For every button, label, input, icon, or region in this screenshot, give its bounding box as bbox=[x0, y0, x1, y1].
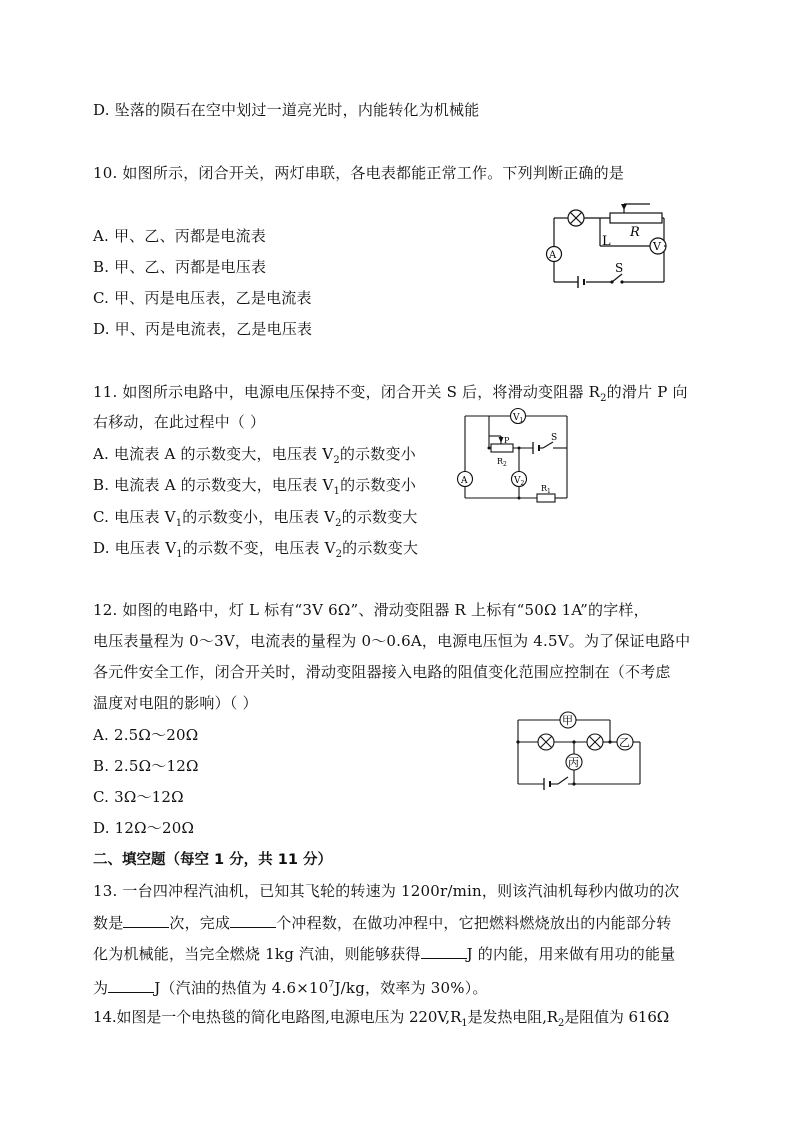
q12-circuit-figure bbox=[510, 706, 646, 792]
q11-fig-v1-label: $V_1$ bbox=[513, 413, 524, 424]
q12-fig-yi-label: 乙 bbox=[619, 736, 630, 749]
q13-blank-2[interactable] bbox=[230, 913, 276, 928]
q11-fig-switch-label: S bbox=[551, 433, 558, 443]
q12-option-b: B. 2.5Ω～12Ω bbox=[93, 757, 199, 775]
q11-fig-v2-label: $V_2$ bbox=[514, 476, 525, 487]
q13-blank-3[interactable] bbox=[421, 944, 467, 959]
q12-stem-line3: 各元件安全工作，闭合开关时，滑动变阻器接入电路的阻值变化范围应控制在（不考虑 bbox=[93, 663, 671, 681]
q11-option-a: A. 电流表 A 的示数变大，电压表 $V_2$的示数变小 bbox=[93, 445, 416, 466]
q12-stem-line4: 温度对电阻的影响）（ ） bbox=[93, 694, 258, 712]
q12-fig-jia-label: 甲 bbox=[562, 714, 573, 727]
q11-fig-ammeter-label: A bbox=[461, 476, 468, 486]
q11-option-c: C. 电压表 $V_1$的示数变小，电压表 $V_2$的示数变大 bbox=[93, 508, 418, 529]
q10-fig-rheostat-label: R bbox=[630, 225, 640, 240]
q11-option-b: B. 电流表 A 的示数变大，电压表 $V_1$的示数变小 bbox=[93, 476, 417, 497]
q11-fig-r2-label: $R_2$ bbox=[497, 457, 507, 468]
q11-option-d: D. 电压表 $V_1$的示数不变，电压表 $V_2$的示数变大 bbox=[93, 539, 419, 560]
q13-line4: 为 J（汽油的热值为 $4.6\times 10^7J/kg$，效率为 30%）。 bbox=[93, 979, 488, 997]
section-fill-in-title: 二、填空题（每空 1 分，共 11 分） bbox=[93, 852, 332, 868]
q13-line2: 数是 次，完成 个冲程数，在做功冲程中，它把燃料燃烧放出的内能部分转 bbox=[93, 914, 672, 932]
q10-stem: 10. 如图所示，闭合开关，两灯串联，各电表都能正常工作。下列判断正确的是 bbox=[93, 164, 625, 182]
q11-circuit-figure bbox=[455, 404, 575, 506]
q10-fig-ammeter-label: A bbox=[549, 250, 557, 261]
q12-stem-line1: 12. 如图的电路中，灯 L 标有“3V 6Ω”、滑动变阻器 R 上标有“50Ω 1A”的字样， bbox=[93, 601, 649, 619]
q12-stem-line2: 电压表量程为 0～3V，电流表的量程为 0～0.6A，电源电压恒为 4.5V。为了保证电路中 bbox=[93, 632, 691, 650]
q12-option-d: D. 12Ω～20Ω bbox=[93, 819, 195, 837]
q10-option-d: D. 甲、丙是电流表，乙是电压表 bbox=[93, 320, 313, 338]
q12-option-c: C. 3Ω～12Ω bbox=[93, 788, 184, 806]
q10-option-c: C. 甲、丙是电压表，乙是电流表 bbox=[93, 289, 312, 307]
q11-stem-line1: 11. 如图所示电路中，电源电压保持不变，闭合开关 S 后，将滑动变阻器 $R_2$的滑片 P 向 bbox=[93, 383, 688, 404]
q10-fig-switch-label: S bbox=[615, 261, 624, 275]
q11-fig-p-label: P bbox=[504, 436, 510, 445]
q10-option-a: A. 甲、乙、丙都是电流表 bbox=[93, 227, 266, 245]
q10-fig-lamp-label: L bbox=[602, 234, 611, 249]
q13-blank-1[interactable] bbox=[123, 913, 169, 928]
q11-stem-line2: 右移动，在此过程中（ ） bbox=[93, 413, 266, 431]
q9-option-d: D. 坠落的陨石在空中划过一道亮光时，内能转化为机械能 bbox=[93, 101, 480, 119]
q10-circuit-figure bbox=[540, 196, 670, 292]
q13-line1: 13. 一台四冲程汽油机，已知其飞轮的转速为 1200r/min，则该汽油机每秒内做功的次 bbox=[93, 882, 680, 900]
q10-fig-voltmeter-label: V bbox=[653, 240, 661, 253]
q13-line3: 化为机械能，当完全燃烧 1kg 汽油，则能够获得 J 的内能，用来做有用功的能量 bbox=[93, 945, 676, 963]
q12-fig-bing-label: 丙 bbox=[568, 756, 579, 769]
q11-fig-r1-label: $R_1$ bbox=[541, 484, 551, 495]
q13-blank-4[interactable] bbox=[108, 978, 154, 993]
q14-line1: 14.如图是一个电热毯的简化电路图,电源电压为 $220V,R_1$是发热电阻$,R_2$是阻值为 616Ω bbox=[93, 1008, 670, 1029]
q12-option-a: A. 2.5Ω～20Ω bbox=[93, 726, 199, 744]
q10-option-b: B. 甲、乙、丙都是电压表 bbox=[93, 258, 267, 276]
